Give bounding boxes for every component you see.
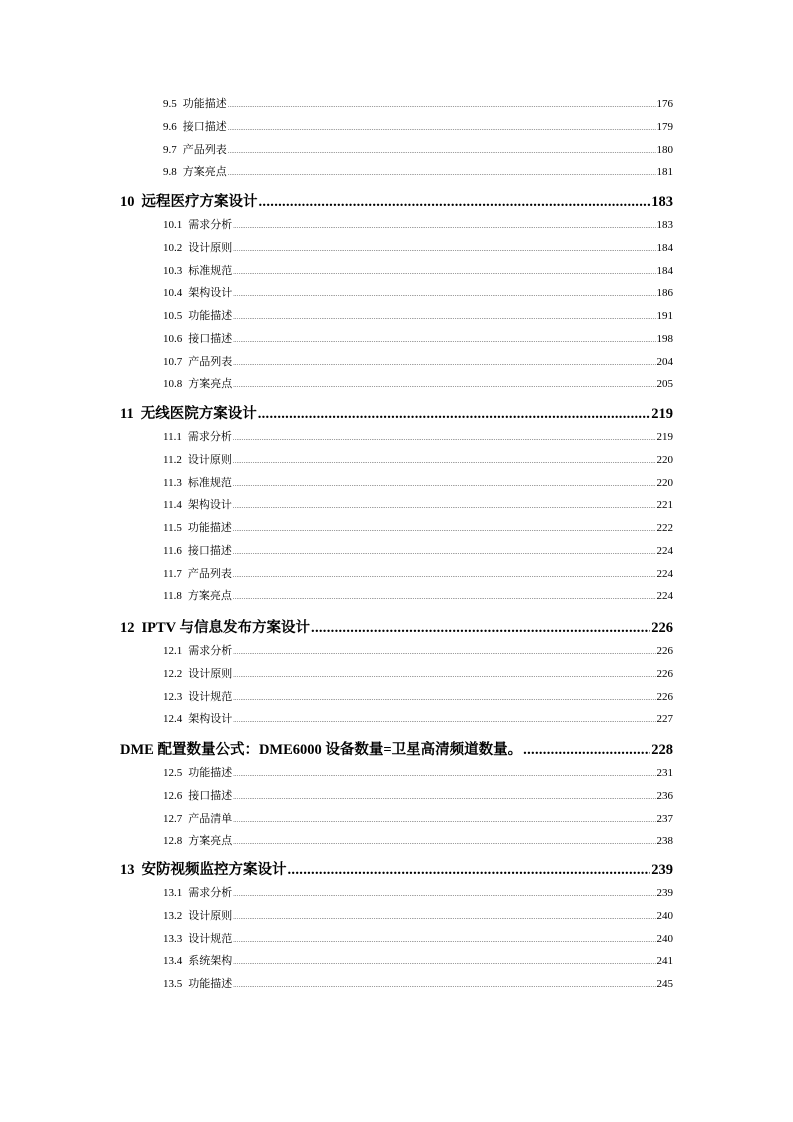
toc-entry-page-number: 231 (656, 767, 673, 779)
toc-entry-number: 13 (120, 862, 135, 878)
toc-entry-page-number: 237 (656, 812, 673, 825)
toc-entry-title: 方案亮点 (188, 835, 233, 848)
toc-dot-leader (233, 977, 655, 993)
toc-entry-title: 接口描述 (187, 544, 232, 557)
toc-dot-leader (233, 932, 655, 948)
toc-dot-leader (233, 886, 655, 902)
toc-entry-title: 远程医疗方案设计 (141, 194, 258, 210)
toc-section-entry[interactable] (163, 476, 673, 492)
toc-entry-number: 12.2 (163, 667, 183, 680)
toc-entry-page-number: 226 (656, 667, 673, 680)
toc-entry-page-number: 226 (651, 620, 673, 636)
toc-section-entry[interactable] (163, 332, 673, 348)
toc-entry-number: 9.7 (163, 143, 177, 156)
toc-entry-page-number: 219 (656, 431, 673, 443)
toc-section-entry[interactable] (163, 909, 673, 925)
toc-entry-number: 9.5 (163, 98, 177, 110)
toc-entry-number: 9.6 (163, 120, 177, 133)
toc-entry-page-number: 236 (656, 789, 673, 802)
toc-entry-page-number: 191 (656, 310, 673, 322)
toc-entry-title: DME 配置数量公式：DME6000 设备数量=卫星高清频道数量。 (120, 742, 523, 758)
toc-entry-number: 12 (120, 620, 135, 636)
toc-entry-number: 10 (120, 194, 135, 210)
toc-entry-page-number: 221 (656, 499, 673, 512)
toc-entry-title: 产品列表 (182, 143, 227, 156)
toc-entry-page-number: 224 (656, 567, 673, 580)
toc-section-entry[interactable] (163, 544, 673, 560)
toc-entry-title: 需求分析 (188, 645, 233, 657)
toc-entry-title: 方案亮点 (187, 590, 232, 603)
toc-entry-title: 接口描述 (188, 789, 233, 802)
toc-entry-number: 10.4 (163, 287, 183, 300)
toc-dot-leader (233, 712, 655, 728)
toc-entry-title: 标准规范 (188, 264, 233, 277)
toc-entry-page-number: 220 (656, 476, 673, 489)
toc-entry-page-number: 240 (656, 932, 673, 945)
toc-chapter-entry[interactable] (120, 193, 673, 211)
toc-section-entry[interactable] (163, 690, 673, 706)
toc-section-entry[interactable] (163, 264, 673, 280)
toc-dot-leader (228, 97, 656, 113)
toc-section-entry[interactable] (163, 932, 673, 948)
toc-entry-page-number: 241 (656, 955, 673, 968)
toc-entry-number: 10.7 (163, 355, 183, 368)
toc-entry-title: 系统架构 (188, 955, 233, 968)
toc-dot-leader (228, 143, 656, 159)
toc-entry-page-number: 224 (656, 544, 673, 557)
toc-chapter-entry[interactable] (120, 741, 673, 759)
toc-entry-number: 12.4 (163, 713, 183, 726)
toc-dot-leader (228, 120, 656, 136)
toc-entry-page-number: 227 (656, 713, 673, 726)
toc-entry-number: 10.3 (163, 264, 183, 277)
toc-dot-leader (233, 430, 656, 446)
toc-dot-leader (233, 909, 655, 925)
toc-entry-title: 功能描述 (188, 310, 233, 322)
toc-section-entry[interactable] (163, 498, 673, 514)
toc-entry-page-number: 204 (656, 355, 673, 368)
toc-entry-title: 产品列表 (188, 355, 233, 368)
toc-section-entry[interactable] (163, 812, 673, 828)
toc-section-entry[interactable] (163, 589, 673, 605)
toc-dot-leader (233, 690, 655, 706)
toc-entry-number: 12.1 (163, 645, 183, 657)
toc-entry-number: 10.6 (163, 332, 183, 345)
toc-dot-leader (233, 567, 656, 583)
toc-entry-title: 设计规范 (188, 690, 233, 703)
toc-section-entry[interactable] (163, 834, 673, 850)
toc-entry-page-number: 228 (651, 742, 673, 758)
toc-dot-leader (233, 453, 656, 469)
toc-entry-page-number: 226 (656, 690, 673, 703)
toc-entry-page-number: 183 (656, 219, 673, 231)
toc-entry-number: 13.2 (163, 909, 183, 922)
toc-dot-leader (233, 544, 656, 560)
toc-entry-number: 10.2 (163, 241, 183, 254)
toc-section-entry[interactable] (163, 644, 673, 660)
toc-entry-page-number: 186 (656, 287, 673, 300)
toc-section-entry[interactable] (163, 886, 673, 902)
toc-entry-number: 11.4 (163, 499, 182, 512)
toc-entry-page-number: 219 (651, 406, 673, 422)
toc-entry-title: 需求分析 (188, 887, 233, 899)
toc-dot-leader (233, 954, 655, 970)
toc-entry-number: 11.7 (163, 567, 182, 580)
toc-entry-title: 方案亮点 (188, 378, 233, 391)
toc-entry-number: 11.5 (163, 522, 182, 534)
toc-entry-title: 接口描述 (188, 332, 233, 345)
toc-dot-leader (233, 766, 655, 782)
toc-entry-title: 方案亮点 (182, 166, 227, 179)
toc-section-entry[interactable] (163, 309, 673, 325)
toc-chapter-entry[interactable] (120, 405, 673, 423)
toc-entry-number: 13.5 (163, 978, 183, 990)
toc-dot-leader (288, 861, 651, 879)
toc-dot-leader (233, 286, 655, 302)
toc-entry-number: 10.8 (163, 378, 183, 391)
toc-entry-number: 12.8 (163, 835, 183, 848)
toc-section-entry[interactable] (163, 954, 673, 970)
toc-dot-leader (233, 498, 656, 514)
toc-entry-number: 11.1 (163, 431, 182, 443)
toc-section-entry[interactable] (163, 355, 673, 371)
toc-dot-leader (258, 405, 651, 423)
toc-entry-title: 设计原则 (187, 453, 232, 466)
toc-section-entry[interactable] (163, 286, 673, 302)
toc-section-entry[interactable] (163, 789, 673, 805)
toc-dot-leader (233, 476, 656, 492)
toc-entry-page-number: 180 (656, 143, 673, 156)
toc-dot-leader (233, 789, 655, 805)
toc-section-entry[interactable] (163, 667, 673, 683)
toc-chapter-entry[interactable] (120, 619, 673, 637)
toc-entry-page-number: 226 (656, 645, 673, 657)
toc-entry-number: 12.7 (163, 812, 183, 825)
toc-entry-number: 11.2 (163, 453, 182, 466)
toc-section-entry[interactable] (163, 218, 673, 234)
toc-entry-number: 12.6 (163, 789, 183, 802)
toc-section-entry[interactable] (163, 567, 673, 583)
toc-entry-number: 10.5 (163, 310, 183, 322)
toc-entry-title: IPTV 与信息发布方案设计 (141, 620, 311, 636)
toc-dot-leader (233, 355, 655, 371)
toc-entry-page-number: 240 (656, 909, 673, 922)
toc-entry-title: 功能描述 (182, 98, 227, 110)
toc-section-entry[interactable] (163, 97, 673, 113)
toc-entry-page-number: 179 (656, 120, 673, 133)
toc-entry-number: 12.3 (163, 690, 183, 703)
toc-entry-title: 无线医院方案设计 (140, 406, 257, 422)
toc-entry-title: 设计原则 (188, 667, 233, 680)
toc-dot-leader (233, 377, 655, 393)
toc-entry-number: 11.6 (163, 544, 182, 557)
toc-entry-number: 11.8 (163, 590, 182, 603)
toc-entry-page-number: 198 (656, 332, 673, 345)
toc-entry-title: 设计规范 (188, 932, 233, 945)
toc-entry-number: 13.4 (163, 955, 183, 968)
toc-entry-page-number: 238 (656, 835, 673, 848)
toc-entry-page-number: 222 (656, 522, 673, 534)
toc-dot-leader (233, 834, 655, 850)
toc-entry-page-number: 181 (656, 166, 673, 179)
toc-entry-page-number: 205 (656, 378, 673, 391)
toc-section-entry[interactable] (163, 120, 673, 136)
toc-chapter-entry[interactable] (120, 861, 673, 879)
toc-entry-title: 产品列表 (187, 567, 232, 580)
toc-dot-leader (233, 521, 656, 537)
toc-entry-page-number: 176 (656, 98, 673, 110)
toc-dot-leader (259, 193, 651, 211)
toc-dot-leader (233, 644, 655, 660)
toc-entry-number: 13.3 (163, 932, 183, 945)
toc-entry-number: 9.8 (163, 166, 177, 179)
toc-entry-title: 接口描述 (182, 120, 227, 133)
toc-entry-title: 架构设计 (188, 287, 233, 300)
toc-entry-title: 产品清单 (188, 812, 233, 825)
toc-section-entry[interactable] (163, 977, 673, 993)
toc-entry-number: 13.1 (163, 887, 183, 899)
toc-entry-number: 12.5 (163, 767, 183, 779)
toc-entry-title: 安防视频监控方案设计 (141, 862, 287, 878)
toc-entry-page-number: 184 (656, 241, 673, 254)
toc-entry-page-number: 224 (656, 590, 673, 603)
toc-entry-title: 功能描述 (188, 978, 233, 990)
toc-entry-page-number: 183 (651, 194, 673, 210)
toc-entry-number: 11.3 (163, 476, 182, 489)
toc-dot-leader (523, 741, 650, 759)
toc-section-entry[interactable] (163, 766, 673, 782)
toc-section-entry[interactable] (163, 165, 673, 181)
toc-entry-page-number: 245 (656, 978, 673, 990)
toc-section-entry[interactable] (163, 453, 673, 469)
toc-dot-leader (233, 309, 655, 325)
toc-entry-title: 需求分析 (188, 219, 233, 231)
toc-section-entry[interactable] (163, 377, 673, 393)
toc-dot-leader (233, 218, 655, 234)
toc-section-entry[interactable] (163, 712, 673, 728)
toc-dot-leader (233, 589, 656, 605)
toc-dot-leader (233, 332, 655, 348)
toc-dot-leader (233, 264, 655, 280)
toc-section-entry[interactable] (163, 241, 673, 257)
toc-entry-title: 架构设计 (187, 499, 232, 512)
toc-entry-number: 10.1 (163, 219, 183, 231)
toc-entry-title: 功能描述 (188, 767, 233, 779)
toc-entry-title: 需求分析 (187, 431, 232, 443)
toc-dot-leader (233, 241, 655, 257)
toc-entry-page-number: 184 (656, 264, 673, 277)
toc-entry-title: 标准规范 (187, 476, 232, 489)
toc-section-entry[interactable] (163, 430, 673, 446)
toc-entry-title: 设计原则 (188, 909, 233, 922)
toc-dot-leader (233, 812, 655, 828)
toc-section-entry[interactable] (163, 521, 673, 537)
toc-entry-number: 11 (120, 406, 134, 422)
toc-entry-title: 功能描述 (187, 522, 232, 534)
toc-dot-leader (233, 667, 655, 683)
toc-entry-title: 架构设计 (188, 713, 233, 726)
toc-entry-title: 设计原则 (188, 241, 233, 254)
toc-section-entry[interactable] (163, 143, 673, 159)
toc-dot-leader (228, 165, 656, 181)
toc-entry-page-number: 239 (651, 862, 673, 878)
toc-entry-page-number: 220 (656, 453, 673, 466)
toc-dot-leader (311, 619, 650, 637)
toc-entry-page-number: 239 (656, 887, 673, 899)
